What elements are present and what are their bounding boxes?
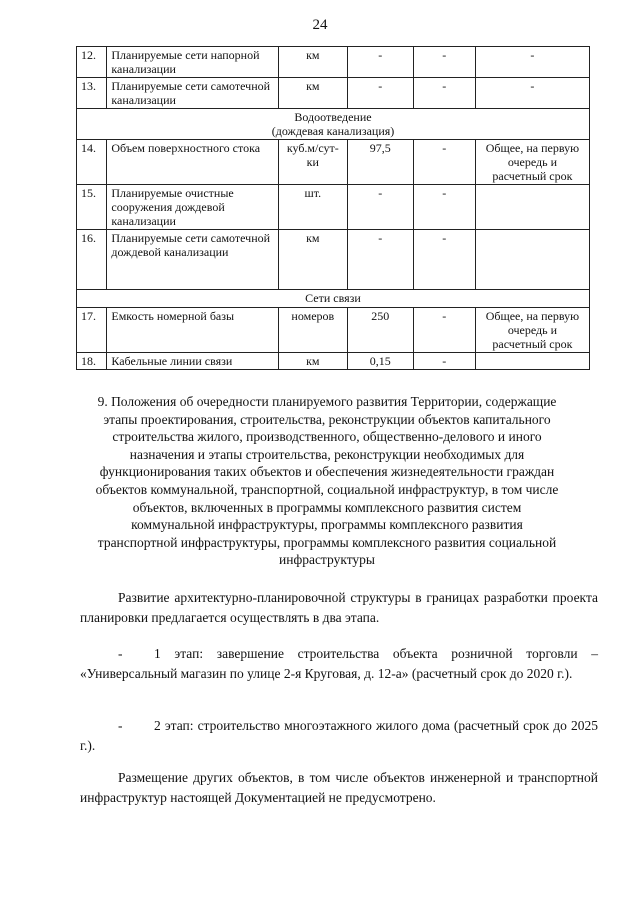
cell-value: - bbox=[347, 230, 413, 290]
cell-value-2: - bbox=[413, 230, 475, 290]
cell-unit: куб.м/сут-ки bbox=[278, 140, 347, 185]
list-item-stage-1 bbox=[80, 644, 598, 684]
table-section-row bbox=[77, 290, 590, 308]
cell-name: Планируемые очистные сооружения дождевой канализации bbox=[107, 185, 278, 230]
cell-value: - bbox=[347, 78, 413, 109]
indicators-table bbox=[76, 46, 590, 370]
cell-unit: номеров bbox=[278, 308, 347, 353]
cell-name: Емкость номерной базы bbox=[107, 308, 278, 353]
paragraph-other-objects: Размещение других объектов, в том числе объектов инженерной и транспортной инфраструктур настоящей Документацией не предусмотрено. bbox=[80, 770, 598, 805]
section-title-line-2: (дождевая канализация) bbox=[271, 124, 395, 138]
cell-number: 16. bbox=[77, 230, 107, 290]
cell-value: 97,5 bbox=[347, 140, 413, 185]
table-row bbox=[77, 230, 590, 290]
section-title bbox=[77, 290, 590, 308]
table-section-row bbox=[77, 109, 590, 140]
cell-value: 0,15 bbox=[347, 353, 413, 370]
stage-1-text: 1 этап: завершение строительства объекта розничной торговли – «Универсальный магазин по улице 2-я Круговая, д. 12-а» (расчетный срок до 2020 г.). bbox=[80, 646, 598, 681]
cell-number: 12. bbox=[77, 47, 107, 78]
cell-note: - bbox=[475, 78, 589, 109]
cell-name: Объем поверхностного стока bbox=[107, 140, 278, 185]
cell-note bbox=[475, 185, 589, 230]
cell-name: Планируемые сети самотечной канализации bbox=[107, 78, 278, 109]
cell-unit: км bbox=[278, 230, 347, 290]
cell-unit: шт. bbox=[278, 185, 347, 230]
cell-number: 14. bbox=[77, 140, 107, 185]
section-title-line-1: Водоотведение bbox=[294, 110, 372, 124]
cell-number: 13. bbox=[77, 78, 107, 109]
table-row bbox=[77, 78, 590, 109]
cell-note bbox=[475, 353, 589, 370]
list-dash: - bbox=[118, 646, 123, 661]
table-row bbox=[77, 185, 590, 230]
cell-value-2: - bbox=[413, 47, 475, 78]
list-dash: - bbox=[118, 718, 123, 733]
cell-note: Общее, на первую очередь и расчетный срок bbox=[475, 308, 589, 353]
section-9-heading: 9. Положения об очередности планируемого развития Территории, содержащие этапы проектирования, строительства, реконструкции объектов капитального строительства жилого, производственного, общественно-делового и иного назначения и этапы строительства, реконструкции необходимых для функционирования таких объектов и обеспечения жизнедеятельности граждан объектов коммунальной, транспортной, социальной инфраструктур, в том числе объектов, включенных в программы комплексного развития систем коммунальной инфраструктуры, программы комплексного развития транспортной инфраструктуры, программы комплексного развития социальной инфраструктуры bbox=[95, 394, 559, 568]
cell-number: 15. bbox=[77, 185, 107, 230]
cell-number: 17. bbox=[77, 308, 107, 353]
table-row bbox=[77, 353, 590, 370]
table-row bbox=[77, 140, 590, 185]
table-row bbox=[77, 47, 590, 78]
cell-name: Планируемые сети самотечной дождевой канализации bbox=[107, 230, 278, 290]
cell-unit: км bbox=[278, 47, 347, 78]
cell-value-2: - bbox=[413, 353, 475, 370]
cell-note: - bbox=[475, 47, 589, 78]
cell-unit: км bbox=[278, 353, 347, 370]
section-title bbox=[77, 109, 590, 140]
paragraph-stages-intro: Развитие архитектурно-планировочной структуры в границах разработки проекта планировки предлагается осуществлять в два этапа. bbox=[80, 590, 598, 625]
cell-value-2: - bbox=[413, 185, 475, 230]
cell-value-2: - bbox=[413, 140, 475, 185]
list-item-stage-2 bbox=[80, 716, 598, 756]
section-title-line-1: Сети связи bbox=[305, 291, 361, 305]
cell-value: - bbox=[347, 185, 413, 230]
cell-note: Общее, на первую очередь и расчетный срок bbox=[475, 140, 589, 185]
stage-2-text: 2 этап: строительство многоэтажного жилого дома (расчетный срок до 2025 г.). bbox=[80, 718, 598, 753]
cell-note bbox=[475, 230, 589, 290]
cell-number: 18. bbox=[77, 353, 107, 370]
cell-value-2: - bbox=[413, 308, 475, 353]
page-number: 24 bbox=[312, 17, 328, 33]
table-row bbox=[77, 308, 590, 353]
cell-value-2: - bbox=[413, 78, 475, 109]
cell-name: Кабельные линии связи bbox=[107, 353, 278, 370]
cell-name: Планируемые сети напорной канализации bbox=[107, 47, 278, 78]
cell-value: - bbox=[347, 47, 413, 78]
cell-value: 250 bbox=[347, 308, 413, 353]
cell-unit: км bbox=[278, 78, 347, 109]
